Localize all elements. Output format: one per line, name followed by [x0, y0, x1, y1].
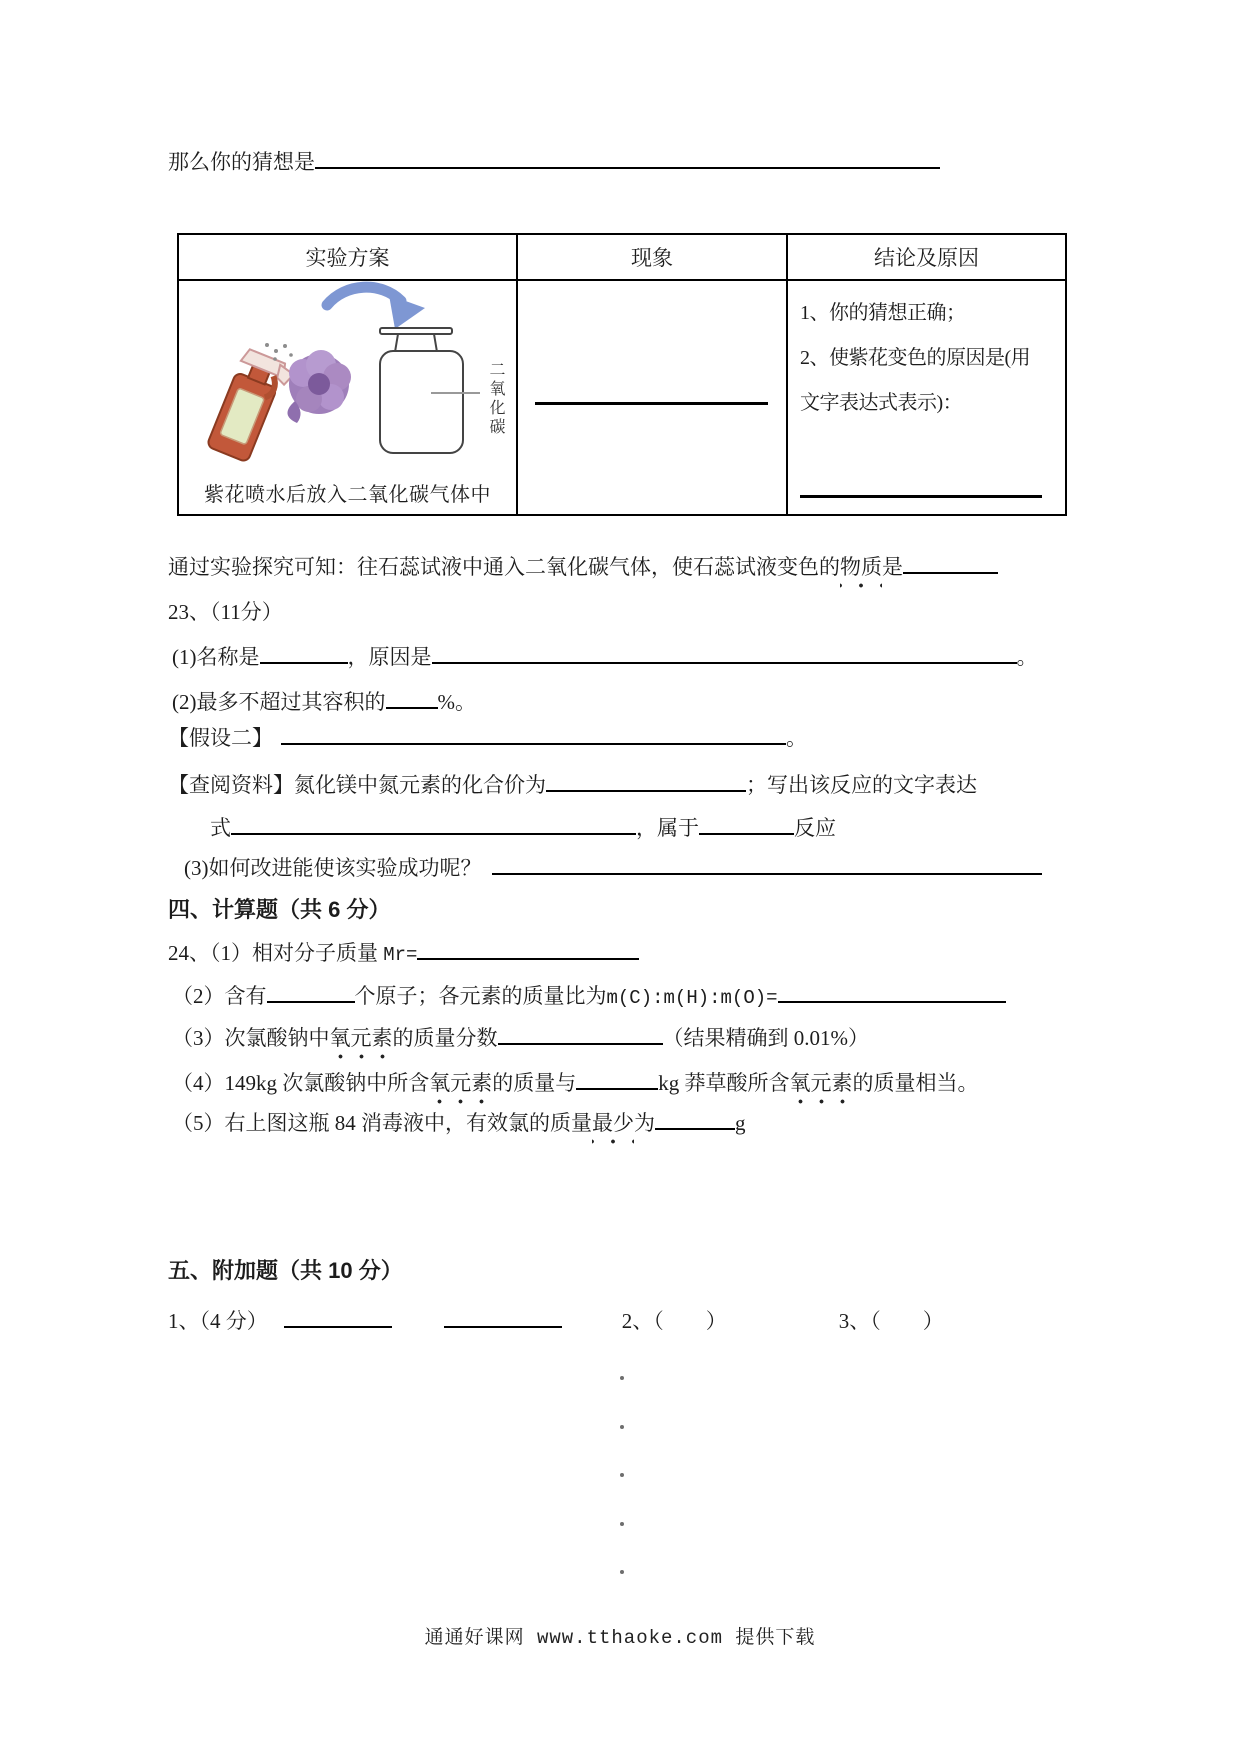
formula-text: Mr=	[383, 944, 418, 966]
conclusion-line: 2、使紫花变色的原因是(用	[800, 347, 1031, 369]
text-segment: 式	[210, 816, 231, 840]
answer-blank	[386, 690, 438, 709]
answer-blank	[699, 816, 794, 835]
cell-phenomenon	[518, 281, 788, 514]
line-experiment-conclusion	[168, 552, 998, 582]
text-segment: 【查阅资料】氮化镁中氮元素的化合价为	[168, 773, 546, 797]
text-segment: 2、（	[621, 1309, 664, 1333]
text-segment: 3、（	[838, 1309, 881, 1333]
text-segment: （3）次氯酸钠中	[172, 1026, 330, 1050]
footer-text: 通通好课网 www.tthaoke.com 提供下载	[424, 1627, 816, 1649]
answer-blank	[903, 555, 998, 574]
jar-label: 二氧化碳	[487, 361, 504, 437]
text-segment: 。	[1016, 645, 1038, 669]
gap	[562, 1327, 622, 1328]
text-segment: ）	[705, 1309, 727, 1333]
text-segment: 通过实验探究可知：往石蕊试液中通入二氧化碳气体，使石蕊试液变色的	[168, 555, 840, 579]
line-extra-1	[168, 1306, 944, 1336]
text-segment: （4）149kg 次氯酸钠中所含	[172, 1071, 430, 1095]
stray-dot	[620, 1425, 624, 1429]
text-segment: 那么你的猜想是	[168, 150, 315, 174]
text-segment: 为	[634, 1111, 655, 1135]
cell-experiment-plan	[179, 281, 518, 514]
gap	[273, 744, 281, 745]
text-segment: 的质量与	[492, 1071, 577, 1095]
answer-blank	[576, 1071, 658, 1090]
answer-blank	[492, 856, 1042, 875]
conclusion-line: 1、你的猜想正确；	[800, 302, 966, 324]
text-segment: %。	[437, 690, 476, 714]
text-segment: (3)如何改进能使该实验成功呢？	[184, 856, 482, 880]
line-reference-info-cont	[210, 813, 836, 843]
cell-conclusion	[788, 281, 1065, 514]
stray-dot	[620, 1570, 624, 1574]
line-reference-info	[168, 770, 977, 800]
answer-blank	[800, 495, 1042, 498]
text-segment: （结果精确到 0.01%）	[662, 1026, 869, 1050]
table-header-row	[179, 235, 1065, 281]
stray-dot	[620, 1473, 624, 1477]
text-segment: 个原子；各元素的质量比为	[354, 984, 607, 1008]
table-body-row	[179, 281, 1065, 514]
experiment-illustration	[179, 281, 514, 471]
conclusion-line: 文字表达式表示)：	[800, 392, 963, 414]
answer-blank	[267, 984, 355, 1003]
stray-dot	[620, 1522, 624, 1526]
answer-blank	[281, 726, 786, 745]
text-segment: ，属于	[636, 816, 699, 840]
text-segment: ）	[922, 1309, 944, 1333]
text-segment: 的质量相当。	[852, 1071, 979, 1095]
purple-flower	[287, 350, 351, 423]
text-segment: 是	[882, 555, 903, 579]
text-segment: 【假设二】	[168, 726, 273, 750]
answer-blank	[535, 402, 768, 405]
text-segment: 五、附加题（共 10 分）	[168, 1258, 403, 1283]
text-segment: ；写出该反应的文字表达	[746, 773, 977, 797]
answer-blank	[260, 645, 348, 664]
emphasized-text: 最少	[592, 1108, 634, 1144]
answer-blank	[417, 941, 639, 960]
text-segment: 23、（11分）	[168, 600, 283, 624]
pour-arrow-icon	[327, 287, 425, 329]
text-segment: 1、（4 分）	[168, 1309, 268, 1333]
answer-blank	[778, 984, 1006, 1003]
column-header-conclusion: 结论及原因	[874, 246, 979, 270]
emphasized-text: 物质	[840, 552, 882, 588]
text-segment: g	[735, 1111, 746, 1135]
answer-blank	[231, 816, 636, 835]
text-segment: 。	[786, 726, 807, 750]
gas-jar	[380, 328, 463, 453]
gap	[664, 1327, 706, 1328]
formula-text: m(C):m(H):m(O)=	[606, 987, 778, 1009]
text-segment: 四、计算题（共 6 分）	[168, 897, 391, 922]
emphasized-text: 氧元素	[790, 1068, 853, 1104]
emphasized-text: 氧元素	[330, 1023, 393, 1059]
line-q24-part2	[172, 981, 1006, 1013]
text-segment: （5）右上图这瓶 84 消毒液中，有效氯的质量	[172, 1111, 592, 1135]
line-q24-part4	[172, 1068, 979, 1098]
heading-section-4	[168, 895, 390, 925]
gap	[727, 1327, 839, 1328]
answer-blank	[432, 645, 1017, 664]
gap	[268, 1327, 284, 1328]
text-segment: 24、（1）相对分子质量	[168, 941, 384, 965]
emphasized-text: 氧元素	[429, 1068, 492, 1104]
answer-blank	[315, 150, 940, 169]
line-q23-part3	[184, 853, 1042, 883]
experiment-table	[177, 233, 1067, 516]
answer-blank	[284, 1309, 392, 1328]
answer-blank	[498, 1026, 663, 1045]
text-segment: kg 莽草酸所含	[658, 1071, 790, 1095]
answer-blank	[546, 773, 746, 792]
text-segment: (2)最多不超过其容积的	[172, 690, 386, 714]
answer-blank	[444, 1309, 562, 1328]
line-q23-header	[168, 597, 283, 627]
line-hypothesis-2	[168, 723, 807, 753]
text-segment: ，原因是	[347, 645, 432, 669]
column-header-plan: 实验方案	[179, 235, 518, 279]
answer-blank	[655, 1111, 735, 1130]
line-q24-part1	[168, 938, 639, 970]
line-q23-part1	[172, 642, 1038, 672]
text-segment: 的质量分数	[392, 1026, 498, 1050]
line-q24-part5	[172, 1108, 746, 1138]
text-segment: （2）含有	[172, 984, 267, 1008]
spray-bottle	[206, 348, 296, 467]
gap	[482, 874, 492, 875]
text-segment: 反应	[794, 816, 836, 840]
gap	[392, 1327, 444, 1328]
illustration-caption: 紫花喷水后放入二氧化碳气体中	[204, 484, 491, 506]
text-segment: (1)名称是	[172, 645, 260, 669]
line-q24-part3	[172, 1023, 869, 1053]
heading-section-5	[168, 1256, 403, 1286]
line-q23-part2	[172, 687, 476, 717]
stray-dot	[620, 1376, 624, 1380]
line-guess-prompt	[168, 147, 940, 177]
gap	[881, 1327, 923, 1328]
column-header-phenomenon: 现象	[518, 235, 788, 279]
